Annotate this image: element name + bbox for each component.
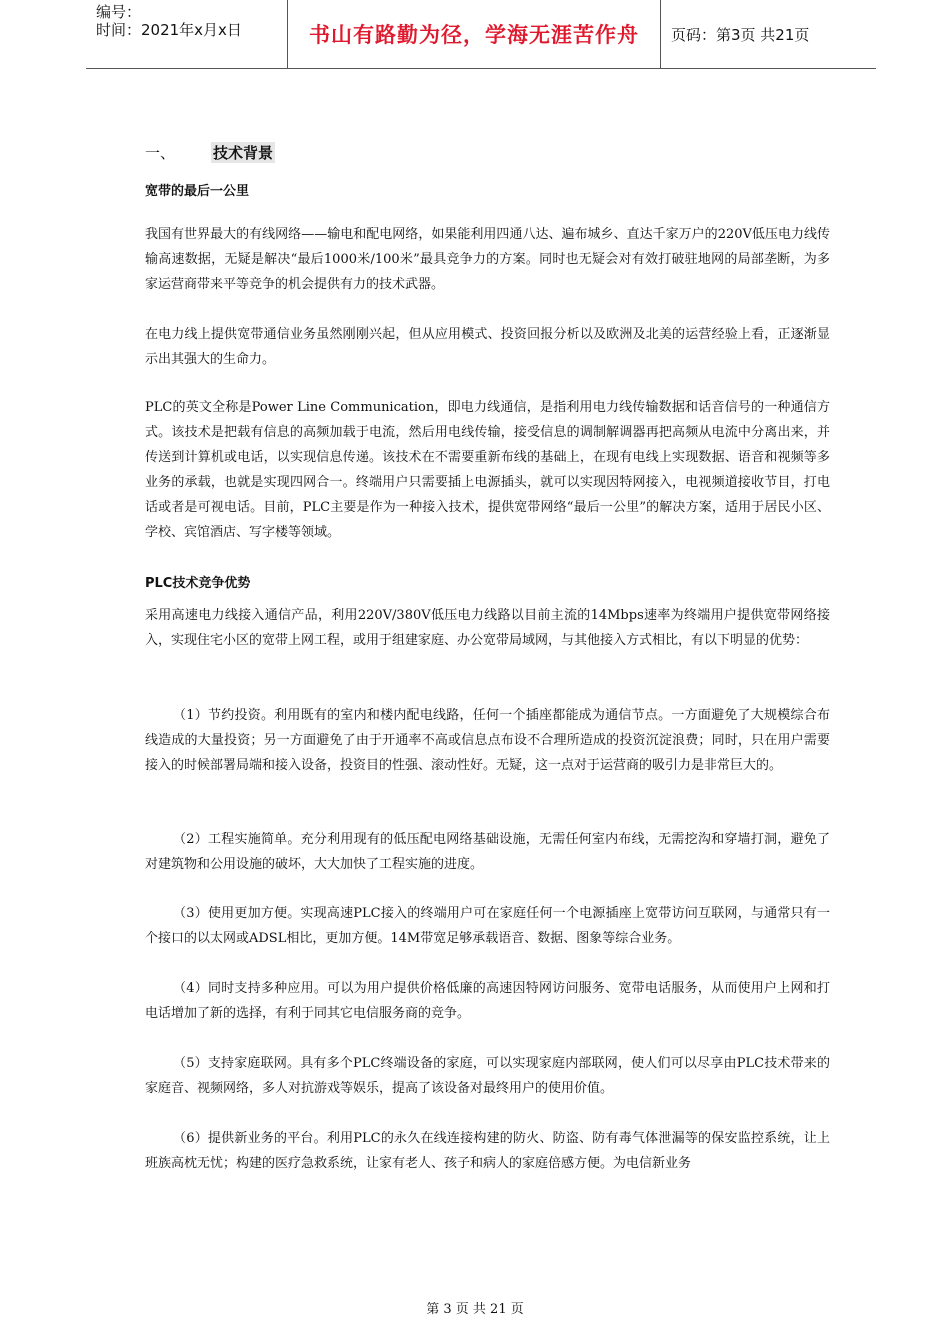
paragraph: （3）使用更加方便。实现高速PLC接入的终端用户可在家庭任何一个电源插座上宽带访问互联网，与通常只有一个接口的以太网或ADSL相比，更加方便。14M带宽足够承载语音、数据、图象等综合业务。 bbox=[145, 906, 830, 946]
section-title: 技术背景 bbox=[213, 144, 274, 162]
header-meta bbox=[86, 0, 288, 68]
paragraph: 在电力线上提供宽带通信业务虽然刚刚兴起，但从应用模式、投资回报分析以及欧洲及北美的运营经验上看，正逐渐显示出其强大的生命力。 bbox=[145, 327, 830, 367]
document-number-label: 编号： bbox=[96, 3, 142, 21]
paragraph: （4）同时支持多种应用。可以为用户提供价格低廉的高速因特网访问服务、宽带电话服务，从而使用户上网和打电话增加了新的选择，有利于同其它电信服务商的竞争。 bbox=[145, 981, 830, 1021]
page-header bbox=[86, 0, 876, 69]
paragraph: （2）工程实施简单。充分利用现有的低压配电网络基础设施，无需任何室内布线，无需挖沟和穿墙打洞，避免了对建筑物和公用设施的破坏，大大加快了工程实施的进度。 bbox=[145, 832, 830, 872]
header-motto: 书山有路勤为径，学海无涯苦作舟 bbox=[309, 22, 639, 47]
paragraph: （6）提供新业务的平台。利用PLC的永久在线连接构建的防火、防盗、防有毒气体泄漏等的保安监控系统，让上班族高枕无忧；构建的医疗急救系统，让家有老人、孩子和病人的家庭倍感方便。为电信新业务 bbox=[145, 1131, 830, 1171]
paragraph: （5）支持家庭联网。具有多个PLC终端设备的家庭，可以实现家庭内部联网，使人们可以尽享由PLC技术带来的家庭音、视频网络，多人对抗游戏等娱乐，提高了该设备对最终用户的使用价值。 bbox=[145, 1056, 830, 1096]
paragraph: PLC的英文全称是Power Line Communication，即电力线通信，是指利用电力线传输数据和话音信号的一种通信方式。该技术是把载有信息的高频加载于电流，然后用电线传输，接受信息的调制解调器再把高频从电流中分离出来，并传送到计算机或电话，以实现信息传递。该技术在不需要重新布线的基础上，在现有电线上实现数据、语音和视频等多业务的承载，也就是实现四网合一。终端用户只需要插上电源插头，就可以实现因特网接入，电视频道接收节目，打电话或者是可视电话。目前，PLC主要是作为一种接入技术，提供宽带网络“最后一公里”的解决方案，适用于居民小区、学校、宾馆酒店、写字楼等领域。 bbox=[145, 400, 830, 540]
section-number: 一、 bbox=[145, 144, 176, 162]
paragraph: 我国有世界最大的有线网络——输电和配电网络，如果能利用四通八达、遍布城乡、直达千家万户的220V低压电力线传输高速数据，无疑是解决“最后1000米/100米”最具竞争力的方案。同时也无疑会对有效打破驻地网的局部垄断，为多家运营商带来平等竞争的机会提供有力的技术武器。 bbox=[145, 227, 830, 292]
subheading-last-mile: 宽带的最后一公里 bbox=[145, 184, 250, 199]
section-heading bbox=[145, 142, 275, 163]
header-motto-cell bbox=[288, 0, 661, 68]
paragraph: （1）节约投资。利用既有的室内和楼内配电线路，任何一个插座都能成为通信节点。一方面避免了大规模综合布线造成的大量投资；另一方面避免了由于开通率不高或信息点布设不合理所造成的投资沉淀浪费；同时，只在用户需要接入的时候部署局端和接入设备，投资目的性强、滚动性好。无疑，这一点对于运营商的吸引力是非常巨大的。 bbox=[145, 708, 830, 773]
subheading-advantages: PLC技术竞争优势 bbox=[145, 576, 251, 591]
document-date: 时间：2021年x月x日 bbox=[96, 21, 242, 39]
paragraph: 采用高速电力线接入通信产品，利用220V/380V低压电力线路以目前主流的14Mbps速率为终端用户提供宽带网络接入，实现住宅小区的宽带上网工程，或用于组建家庭、办公宽带局域网，与其他接入方式相比，有以下明显的优势： bbox=[145, 608, 830, 648]
header-page-info: 页码：第3页 共21页 bbox=[671, 25, 810, 44]
page-footer: 第 3 页 共 21 页 bbox=[426, 1302, 524, 1317]
